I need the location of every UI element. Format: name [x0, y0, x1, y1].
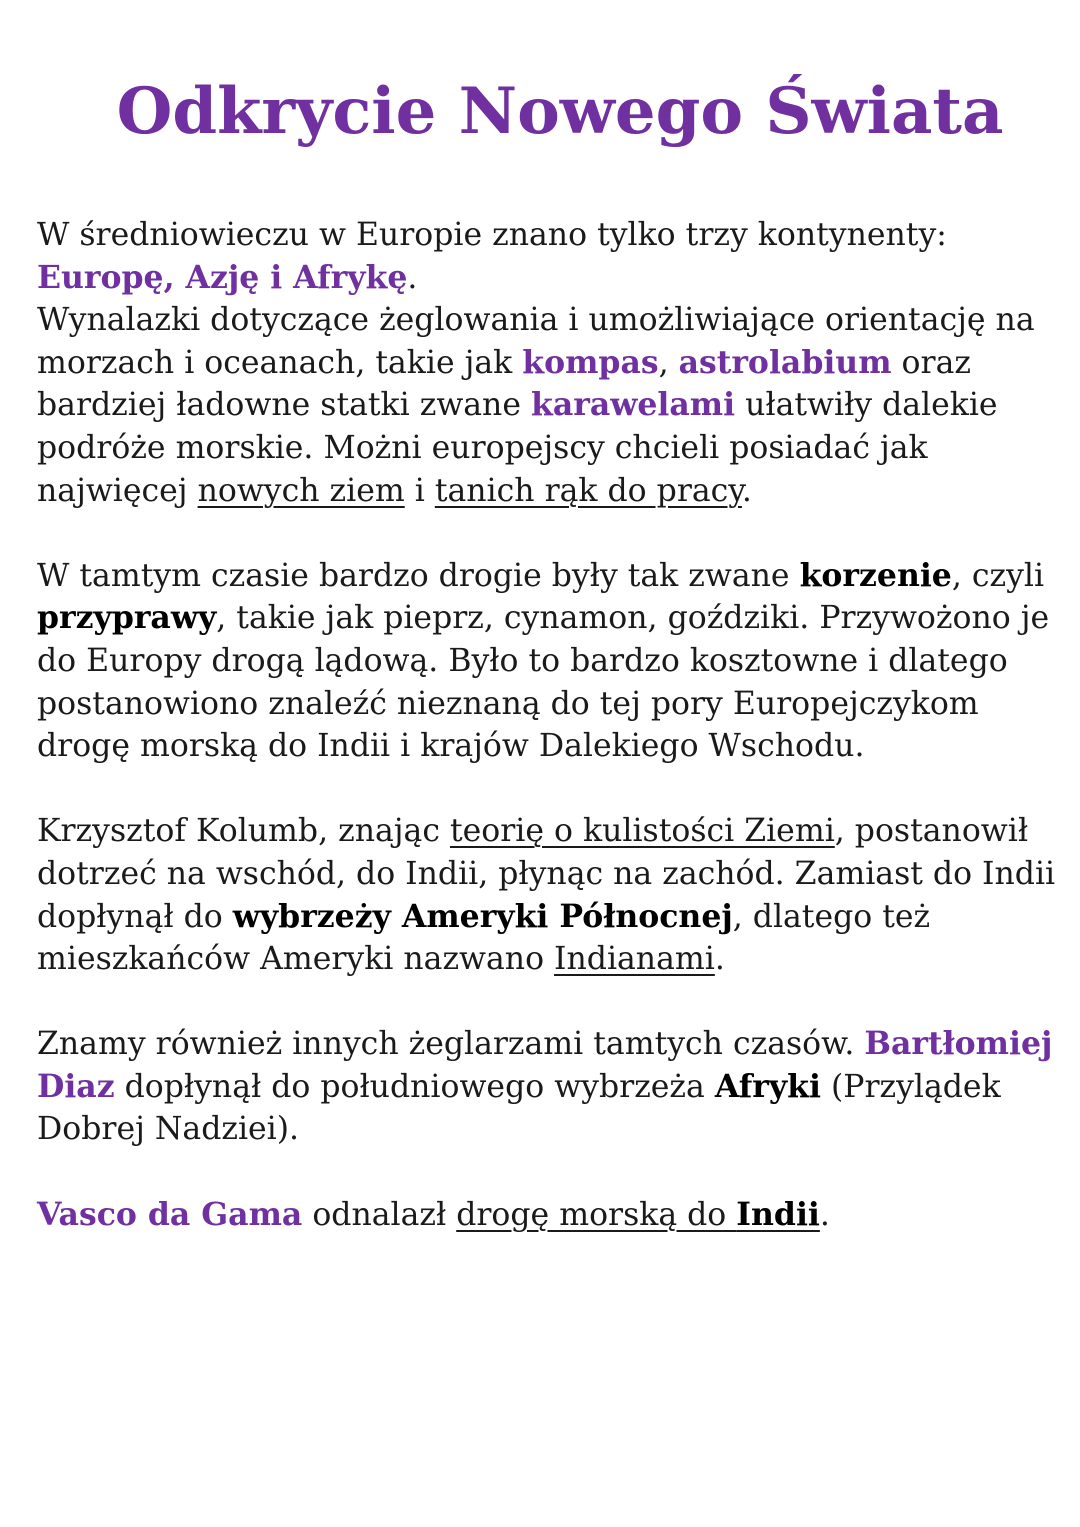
paragraph-columbus [37, 810, 1057, 980]
paragraph-gama [37, 1194, 1057, 1237]
bold-przyprawy: przyprawy [37, 599, 217, 637]
highlight-continents: Europę, Azję i Afrykę [37, 258, 408, 296]
underline-tanich-rak: tanich rąk do pracy [434, 472, 742, 509]
paragraph-diaz [37, 1023, 1057, 1151]
text-segment: oraz bardziej ładowne statki zwane [37, 344, 971, 424]
highlight-gama: Vasco da Gama [37, 1195, 303, 1233]
text-segment: dopłynął do południowego wybrzeża [114, 1068, 715, 1105]
text-segment: W tamtym czasie bardzo drogie były tak zwane [37, 557, 800, 594]
text-segment: . [819, 1196, 830, 1233]
document-body [37, 214, 1057, 1279]
underline-droga [456, 1197, 820, 1233]
text-segment: . [407, 259, 418, 296]
text-segment: , dlatego też mieszkańców Ameryki nazwano [37, 898, 931, 978]
text-segment: , postanowił dotrzeć na wschód, do Indii, płynąc na zachód. Zamiast do Indii dopłynął do [37, 813, 1056, 935]
highlight-astrolabium: astrolabium [678, 343, 892, 381]
bold-korzenie: korzenie [799, 556, 952, 594]
text-segment: . [741, 472, 752, 509]
paragraph-spices [37, 555, 1057, 768]
highlight-kompas: kompas [522, 343, 659, 381]
bold-indii: Indii [736, 1195, 820, 1233]
text-segment: odnalazł [302, 1196, 457, 1233]
paragraph-continents-inventions [37, 214, 1057, 512]
text-segment: Znamy również innych żeglarzami tamtych czasów. [37, 1026, 865, 1063]
text-segment: (Przylądek Dobrej Nadziei). [37, 1068, 1001, 1148]
text-segment: i [404, 472, 435, 509]
text-segment: ułatwiły dalekie podróże morskie. Możni europejscy chcieli posiadać jak najwięcej [37, 387, 998, 509]
underline-teoria: teorię o kulistości Ziemi [449, 813, 835, 850]
text-segment: , czyli [951, 557, 1045, 594]
text-segment: , takie jak pieprz, cynamon, goździki. Przywożono je do Europy drogą lądową. Było to bardzo kosztowne i dlatego postanowiono znaleźć nieznaną do tej pory Europejczykom drogę morską do Indii i krajów Dalekiego Wschodu. [37, 600, 1050, 765]
underline-nowych-ziem: nowych ziem [197, 472, 405, 509]
text-segment: drogę morską do [456, 1196, 737, 1233]
text-segment: Krzysztof Kolumb, znając [37, 813, 450, 850]
text-segment: , [658, 344, 679, 381]
highlight-karawelami: karawelami [531, 386, 736, 424]
bold-afryki: Afryki [714, 1067, 821, 1105]
highlight-diaz: Bartłomiej Diaz [37, 1025, 1053, 1105]
bold-wybrzeza: wybrzeży Ameryki Północnej [232, 897, 733, 935]
text-segment: . [714, 941, 725, 978]
text-segment: W średniowieczu w Europie znano tylko trzy kontynenty: [37, 217, 947, 253]
underline-indianami: Indianami [554, 941, 715, 978]
text-segment: Wynalazki dotyczące żeglowania i umożliwiające orientację na morzach i oceanach, takie jak [37, 302, 1035, 381]
page-title: Odkrycie Nowego Świata [116, 74, 1004, 149]
